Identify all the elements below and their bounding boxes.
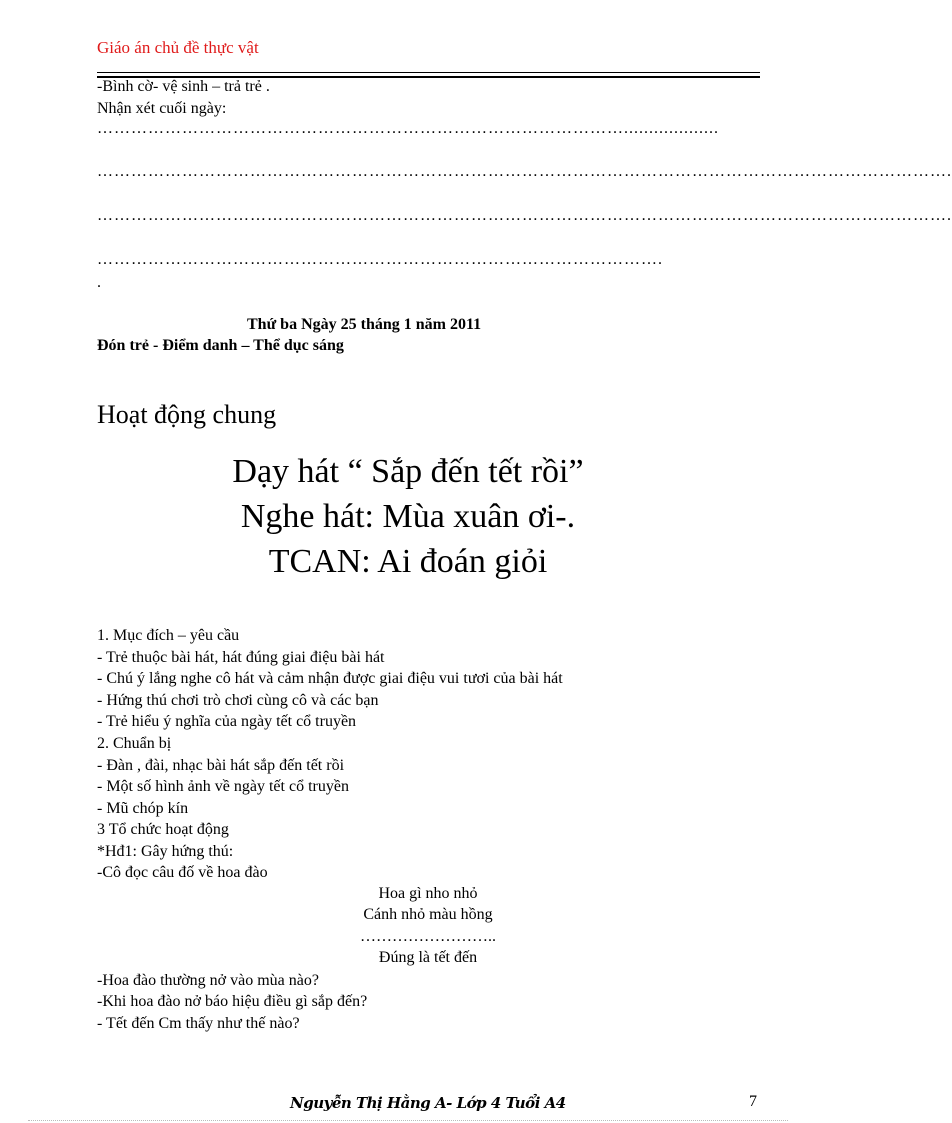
body-line: - Mũ chóp kín [97,800,189,817]
question-line: -Hoa đào thường nở vào mùa nào? [97,972,319,989]
body-line: - Chú ý lắng nghe cô hát và cảm nhận được giai điệu vui tươi của bài hát [97,670,563,687]
riddle-line: Cánh nhỏ màu hồng [363,906,493,923]
footer-divider [28,1120,788,1121]
lesson-title-music-game: TCAN: Ai đoán giỏi [268,543,548,580]
closing-line: -Bình cờ- vệ sinh – trả trẻ . [97,78,270,95]
footer-author: Nguyễn Thị Hằng A- Lớp 4 Tuổi A4 [290,1094,566,1112]
lesson-title-listen-song: Nghe hát: Mùa xuân ơi-. [240,498,576,535]
body-line: - Trẻ hiểu ý nghĩa của ngày tết cổ truyền [97,713,357,730]
day-date-heading: Thứ ba Ngày 25 tháng 1 năm 2011 [247,316,482,333]
dotted-line: ………………………………………………………………………………………. [97,251,663,268]
body-line: - Một số hình ảnh về ngày tết cổ truyền [97,778,349,795]
dotted-line-tail: . [97,274,101,291]
body-line: - Hứng thú chơi trò chơi cùng cô và các bạn [97,692,379,709]
body-line: - Trẻ thuộc bài hát, hát đúng giai điệu bài hát [97,649,385,666]
body-line: -Cô đọc câu đố về hoa đào [97,864,268,881]
riddle-line: Hoa gì nho nhỏ [378,885,478,902]
activity-section-heading: Hoạt động chung [97,400,277,429]
section-preparation-heading: 2. Chuẩn bị [97,735,172,752]
question-line: -Khi hoa đào nở báo hiệu điều gì sắp đến? [97,993,368,1010]
section-organization-heading: 3 Tổ chức hoạt động [97,821,229,838]
page-number: 7 [749,1093,757,1110]
dotted-line: …………………………………………………………………………………................... [97,120,719,137]
header-rule-thin [97,72,760,73]
morning-routine-heading: Đón trẻ - Điểm danh – Thể dục sáng [97,337,344,354]
activity-step-heading: *Hđ1: Gây hứng thú: [97,843,234,860]
evaluation-label: Nhận xét cuối ngày: [97,100,227,117]
riddle-line: …………………….. [360,928,496,945]
riddle-line: Đúng là tết đến [378,949,478,966]
document-header-title: Giáo án chủ đề thực vật [97,38,259,57]
section-goal-heading: 1. Mục đích – yêu cầu [97,627,240,644]
question-line: - Tết đến Cm thấy như thế nào? [97,1015,300,1032]
lesson-title-teach-song: Dạy hát “ Sắp đến tết rồi” [232,453,584,490]
body-line: - Đàn , đài, nhạc bài hát sắp đến tết rồi [97,757,345,774]
dotted-line: ……………………………………………………………………………………………………………………………………. [97,163,952,180]
dotted-line: ……………………………………………………………………………………………………………………………………. [97,207,952,224]
